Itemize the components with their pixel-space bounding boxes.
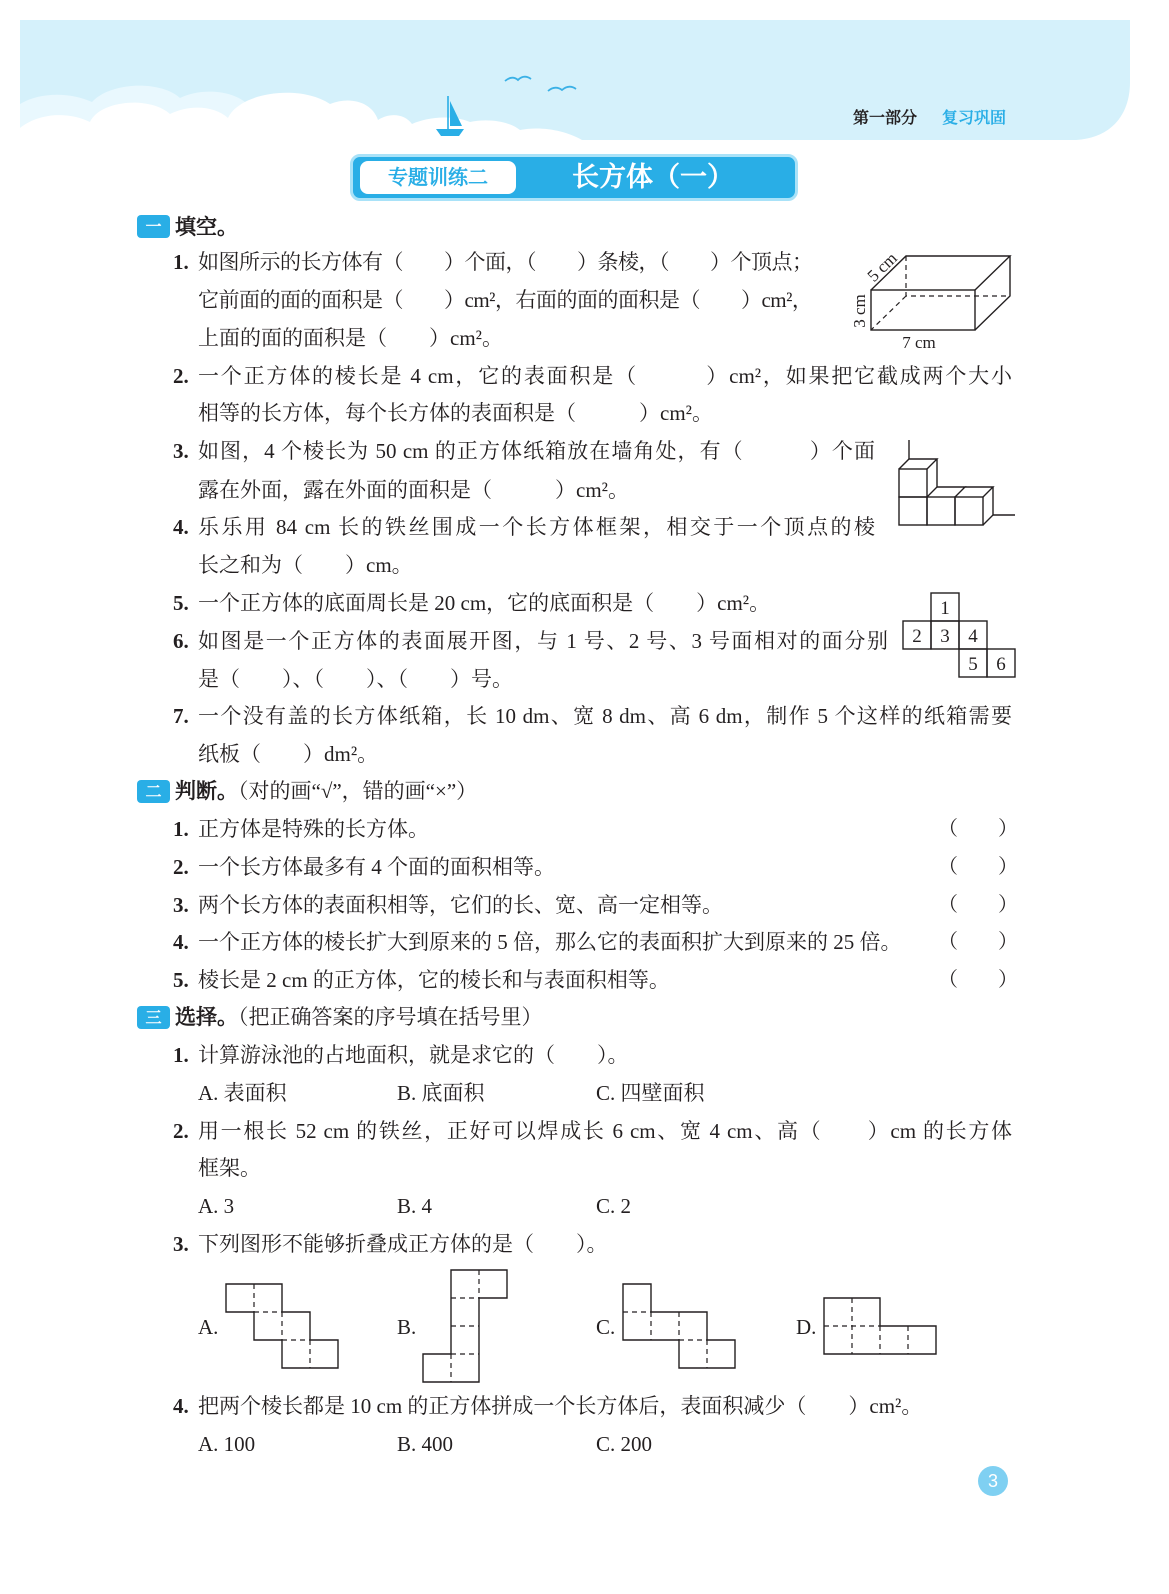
- cuboid-right-face: [975, 256, 1010, 330]
- answer-bracket: （ ）: [938, 931, 1018, 953]
- net-face-number: 2: [912, 626, 922, 647]
- question-number: 3.: [173, 1232, 189, 1256]
- question-number: 5.: [173, 968, 189, 992]
- section-marker: 三: [137, 1006, 170, 1029]
- choice-option: B. 4: [397, 1194, 433, 1218]
- cube-top: [937, 487, 965, 497]
- answer-bracket: （ ）: [938, 969, 1018, 991]
- choice-option: C. 四壁面积: [596, 1081, 705, 1105]
- net-option-c: [623, 1284, 735, 1368]
- question-text: 露在外面，露在外面的面积是（ ）cm²。: [198, 478, 629, 502]
- net-face-number: 3: [940, 626, 950, 647]
- cube-front: [899, 497, 927, 525]
- question-number: 1.: [173, 1043, 189, 1067]
- figure-option-label: C.: [596, 1315, 616, 1339]
- question-text: 长之和为（ ）cm。: [198, 553, 413, 577]
- net-fold-lines: [451, 1270, 479, 1382]
- figure-option-label: A.: [198, 1315, 219, 1339]
- choice-option: A. 100: [198, 1432, 256, 1456]
- question-text: 如图是一个正方体的表面展开图，与 1 号、2 号、3 号面相对的面分别: [198, 629, 888, 653]
- section-marker: 二: [137, 780, 170, 803]
- question-text: 用一根长 52 cm 的铁丝，正好可以焊成长 6 cm、宽 4 cm、高（ ）cm 的长方体: [198, 1119, 1012, 1143]
- question-text: 是（ ）、（ ）、（ ）号。: [198, 667, 513, 691]
- question-number: 2.: [173, 364, 189, 388]
- choice-option: C. 200: [596, 1432, 653, 1456]
- question-number: 7.: [173, 704, 189, 728]
- question-number: 3.: [173, 893, 189, 917]
- section-marker: 一: [137, 215, 170, 238]
- question-text: 下列图形不能够折叠成正方体的是（ ）。: [198, 1232, 608, 1256]
- choice-option: A. 表面积: [198, 1081, 287, 1105]
- question-text: 棱长是 2 cm 的正方体，它的棱长和与表面积相等。: [198, 968, 670, 992]
- question-text: 纸板（ ）dm²。: [198, 742, 379, 766]
- question-text: 两个长方体的表面积相等，它们的长、宽、高一定相等。: [198, 893, 723, 917]
- question-number: 4.: [173, 930, 189, 954]
- question-number: 6.: [173, 629, 189, 653]
- section-note: （对的画“√”，错的画“×”）: [238, 779, 478, 803]
- section-title: 选择。: [175, 1005, 238, 1029]
- net-option-d: [824, 1298, 936, 1354]
- net-options-figure: [195, 1262, 945, 1388]
- question-number: 3.: [173, 439, 189, 463]
- corner-cubes-figure: [890, 435, 1020, 530]
- question-text: 如图所示的长方体有（ ）个面，（ ）条棱，（ ）个顶点；: [198, 250, 813, 274]
- choice-option: C. 2: [596, 1194, 632, 1218]
- net-face-number: 5: [968, 654, 978, 675]
- figure-option-label: D.: [796, 1315, 817, 1339]
- net-option-b: [423, 1270, 507, 1382]
- question-text: 它前面的面的面积是（ ）cm²，右面的面的面积是（ ）cm²，: [198, 288, 813, 312]
- question-text: 相等的长方体，每个长方体的表面积是（ ）cm²。: [198, 401, 713, 425]
- question-text: 把两个棱长都是 10 cm 的正方体拼成一个长方体后，表面积减少（ ）cm²。: [198, 1394, 923, 1418]
- section-note: （把正确答案的序号填在括号里）: [238, 1005, 543, 1029]
- section-title: 填空。: [175, 215, 238, 239]
- section-heading: [175, 1003, 543, 1031]
- cube-net-figure: [898, 588, 1020, 682]
- answer-bracket: （ ）: [938, 894, 1018, 916]
- net-face-number: 4: [968, 626, 978, 647]
- cube-stack: [899, 459, 993, 525]
- question-number: 2.: [173, 1119, 189, 1143]
- answer-bracket: （ ）: [938, 818, 1018, 840]
- question-number: 5.: [173, 591, 189, 615]
- cuboid-height-label: 3 cm: [850, 294, 869, 328]
- topic-tag: 专题训练二: [360, 161, 516, 194]
- question-text: 一个正方体的棱长是 4 cm，它的表面积是（ ）cm²，如果把它截成两个大小: [198, 364, 1012, 388]
- choice-option: B. 底面积: [397, 1081, 485, 1105]
- question-text: 一个正方体的底面周长是 20 cm，它的底面积是（ ）cm²。: [198, 591, 771, 615]
- cube-top: [965, 487, 993, 497]
- cube-front: [899, 469, 927, 497]
- part-label: 第一部分: [853, 108, 918, 127]
- question-number: 1.: [173, 817, 189, 841]
- cuboid-depth-label: 5 cm: [863, 248, 901, 286]
- question-number: 1.: [173, 250, 189, 274]
- question-number: 4.: [173, 1394, 189, 1418]
- choice-option: B. 400: [397, 1432, 454, 1456]
- net-face-number: 1: [940, 598, 950, 619]
- cuboid-length-label: 7 cm: [902, 333, 936, 352]
- cube-front: [955, 497, 983, 525]
- question-text: 正方体是特殊的长方体。: [198, 817, 429, 841]
- choice-option: A. 3: [198, 1194, 235, 1218]
- question-text: 一个正方体的棱长扩大到原来的 5 倍，那么它的表面积扩大到原来的 25 倍。: [198, 930, 902, 954]
- question-text: 上面的面的面积是（ ）cm²。: [198, 326, 503, 350]
- cube-front: [927, 497, 955, 525]
- part-title: 复习巩固: [942, 108, 1007, 127]
- title-banner: [350, 154, 798, 201]
- page-title: 长方体（一）: [572, 162, 734, 193]
- cube-top: [899, 459, 937, 469]
- question-number: 4.: [173, 515, 189, 539]
- question-text: 一个长方体最多有 4 个面的面积相等。: [198, 855, 555, 879]
- section-heading: [175, 777, 477, 805]
- answer-bracket: （ ）: [938, 856, 1018, 878]
- question-number: 2.: [173, 855, 189, 879]
- question-text: 如图，4 个棱长为 50 cm 的正方体纸箱放在墙角处，有（ ）个面: [198, 439, 875, 463]
- net-face-number: 6: [996, 654, 1006, 675]
- cuboid-figure: [840, 240, 1020, 355]
- page-number-badge: 3: [978, 1466, 1008, 1496]
- section-title: 判断。: [175, 779, 238, 803]
- question-text: 乐乐用 84 cm 长的铁丝围成一个长方体框架，相交于一个顶点的棱: [198, 515, 875, 539]
- question-text: 框架。: [198, 1156, 261, 1180]
- section-heading: [175, 213, 238, 241]
- question-text: 一个没有盖的长方体纸箱，长 10 dm、宽 8 dm、高 6 dm，制作 5 个这样的纸箱需要: [198, 704, 1012, 728]
- net-option-a: [226, 1284, 338, 1368]
- figure-option-label: B.: [397, 1315, 417, 1339]
- question-text: 计算游泳池的占地面积，就是求它的（ ）。: [198, 1043, 629, 1067]
